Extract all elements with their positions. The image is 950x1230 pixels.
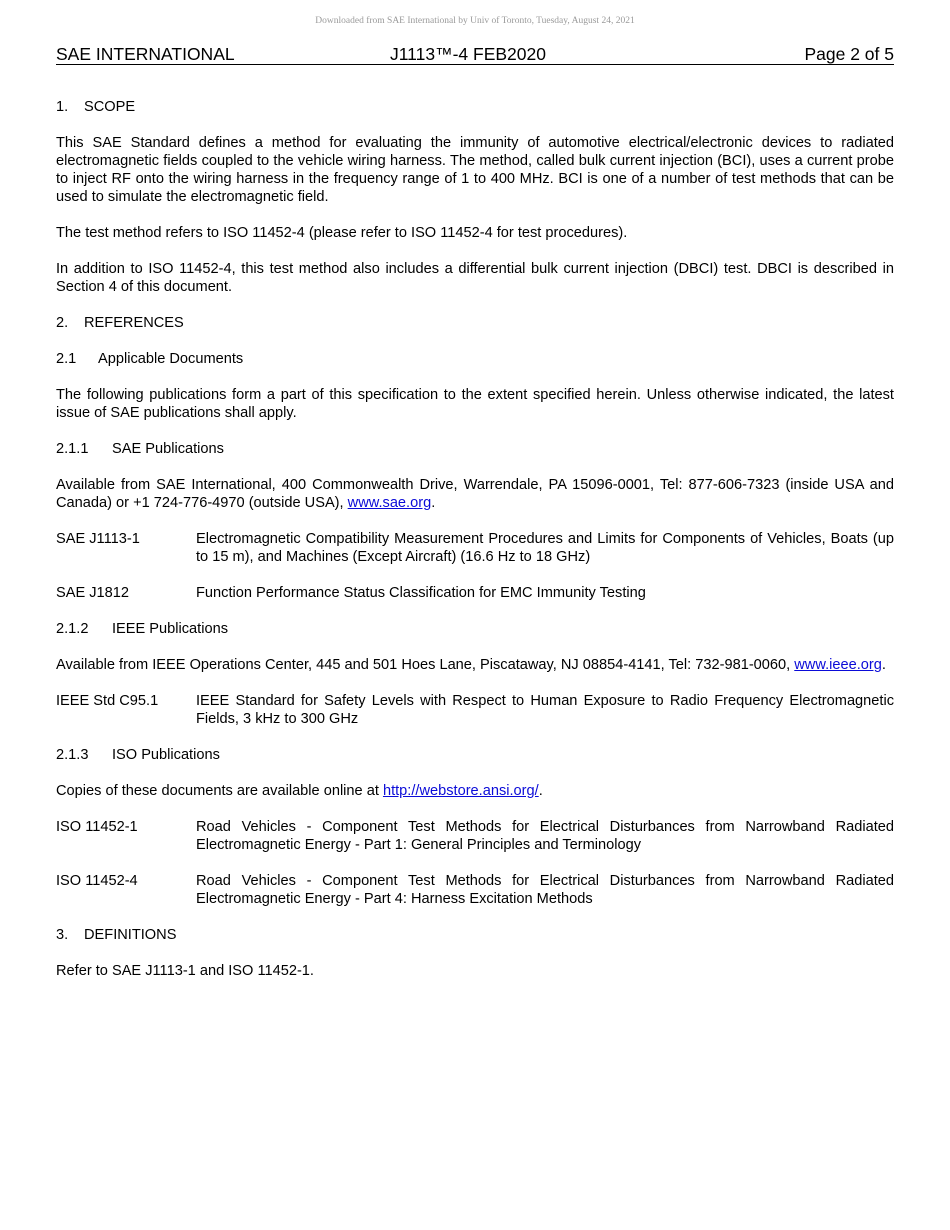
applicable-documents-paragraph: The following publications form a part of this specification to the extent specified herein. Unless otherwise indicated, the latest issue of SAE publications shall apply. [56, 387, 894, 421]
page-header [56, 44, 894, 65]
reference-id: ISO 11452-4 [56, 873, 138, 889]
section-heading-scope [56, 98, 894, 116]
scope-paragraph-1: This SAE Standard defines a method for evaluating the immunity of automotive electrical/electronic devices to radiated electromagnetic fields coupled to the vehicle wiring harness. The method, called bulk current injection (BCI), uses a current probe to inject RF onto the wiring harness in the frequency range of 1 to 400 MHz. BCI is one of a number of test methods that can be used to simulate the electromagnetic field. [56, 135, 894, 205]
iso-availability-text: Copies of these documents are available online at [56, 783, 383, 799]
reference-entry [56, 584, 894, 602]
subsection-title: SAE Publications [112, 441, 224, 457]
reference-title: Electromagnetic Compatibility Measurement Procedures and Limits for Components of Vehicles, Boats (up to 15 m), and Machines (Except Aircraft) (16.6 Hz to 18 GHz) [196, 531, 894, 565]
sae-website-link[interactable]: www.sae.org [347, 495, 432, 511]
subsection-number: 2.1 [56, 351, 77, 367]
reference-id: IEEE Std C95.1 [56, 693, 159, 709]
subsection-number: 2.1.2 [56, 621, 89, 637]
subsection-title: Applicable Documents [98, 351, 244, 367]
iso-availability-paragraph [56, 782, 894, 800]
subsection-heading-applicable-documents [56, 350, 894, 368]
sae-availability-paragraph [56, 476, 894, 512]
header-page-number: Page 2 of 5 [804, 44, 894, 64]
subsection-number: 2.1.1 [56, 441, 89, 457]
link-suffix: . [431, 495, 436, 511]
section-number: 2. [56, 315, 69, 331]
header-document-id: J1113™-4 FEB2020 [390, 44, 546, 64]
reference-title: Function Performance Status Classification for EMC Immunity Testing [196, 585, 646, 601]
sae-availability-text: Available from SAE International, 400 Commonwealth Drive, Warrendale, PA 15096-0001, Tel: 877-606-7323 (inside USA and Canada) or +1 724-776-4970 (outside USA), [56, 477, 894, 511]
subsection-heading-iso-publications [56, 746, 894, 764]
ansi-webstore-link[interactable]: http://webstore.ansi.org/ [382, 783, 539, 799]
section-number: 3. [56, 927, 69, 943]
header-organization: SAE INTERNATIONAL [56, 44, 235, 64]
link-suffix: . [538, 783, 543, 799]
ieee-availability-paragraph [56, 656, 894, 674]
section-heading-definitions [56, 926, 894, 944]
subsection-title: ISO Publications [112, 747, 220, 763]
link-suffix: . [881, 657, 886, 673]
reference-title: IEEE Standard for Safety Levels with Respect to Human Exposure to Radio Frequency Electromagnetic Fields, 3 kHz to 300 GHz [196, 693, 894, 727]
section-title: DEFINITIONS [84, 927, 177, 943]
scope-paragraph-2: The test method refers to ISO 11452-4 (please refer to ISO 11452-4 for test procedures). [56, 225, 628, 241]
section-title: SCOPE [84, 99, 136, 115]
section-number: 1. [56, 99, 69, 115]
reference-entry [56, 872, 894, 908]
ieee-website-link[interactable]: www.ieee.org [794, 657, 882, 673]
reference-entry [56, 692, 894, 728]
subsection-number: 2.1.3 [56, 747, 89, 763]
definitions-paragraph: Refer to SAE J1113-1 and ISO 11452-1. [56, 963, 314, 979]
reference-entry [56, 818, 894, 854]
reference-title: Road Vehicles - Component Test Methods for Electrical Disturbances from Narrowband Radiated Electromagnetic Energy - Part 4: Harness Excitation Methods [196, 873, 894, 907]
subsection-title: IEEE Publications [112, 621, 229, 637]
subsection-heading-ieee-publications [56, 620, 894, 638]
scope-paragraph-3: In addition to ISO 11452-4, this test method also includes a differential bulk current injection (DBCI) test. DBCI is described in Section 4 of this document. [56, 261, 894, 295]
reference-entry [56, 530, 894, 566]
subsection-heading-sae-publications [56, 440, 894, 458]
reference-id: SAE J1113-1 [56, 531, 140, 547]
download-notice: Downloaded from SAE International by Univ of Toronto, Tuesday, August 24, 2021 [315, 16, 635, 26]
document-body [56, 98, 894, 980]
reference-id: SAE J1812 [56, 585, 130, 601]
reference-id: ISO 11452-1 [56, 819, 138, 835]
ieee-availability-text: Available from IEEE Operations Center, 445 and 501 Hoes Lane, Piscataway, NJ 08854-4141, Tel: 732-981-0060, [56, 657, 795, 673]
reference-title: Road Vehicles - Component Test Methods for Electrical Disturbances from Narrowband Radiated Electromagnetic Energy - Part 1: General Principles and Terminology [196, 819, 894, 853]
section-heading-references [56, 314, 894, 332]
section-title: REFERENCES [84, 315, 184, 331]
